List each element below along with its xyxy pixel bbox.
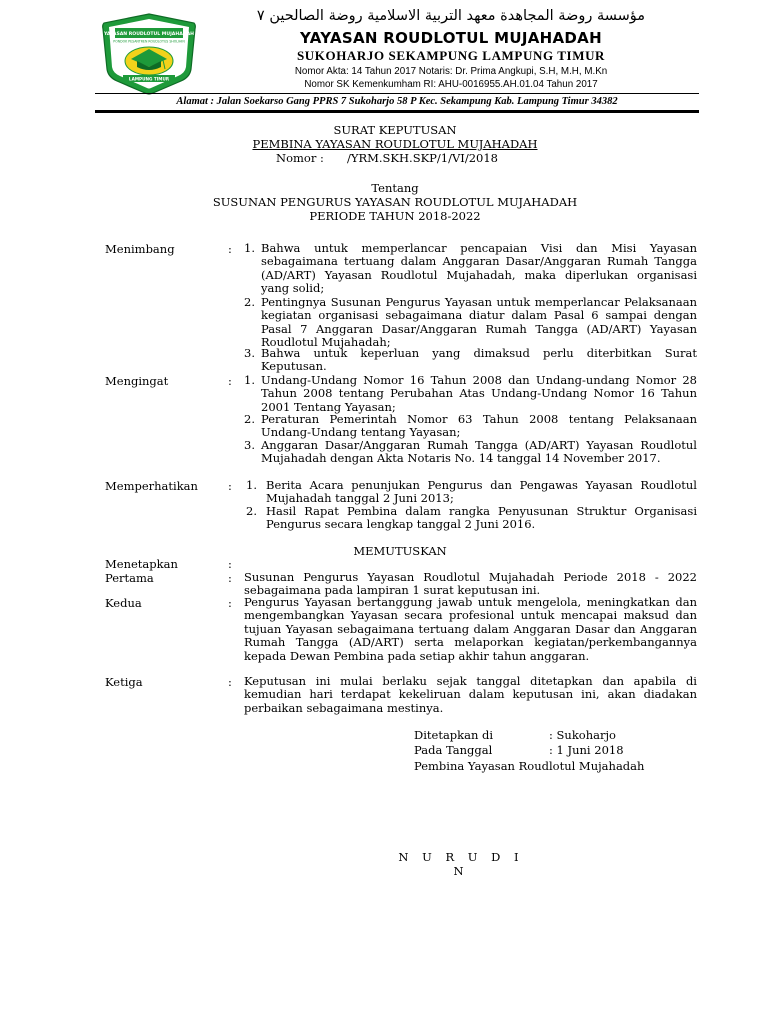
letterhead-divider-thin	[95, 93, 699, 94]
colon: :	[228, 479, 232, 493]
mengingat-item-1: Undang-Undang Nomor 16 Tahun 2008 dan Undang-undang Nomor 28 Tahun 2008 tentang Perubahan Atas Undang-Undang Nomor 16 Tahun 2001 Tentang Yayasan;	[261, 373, 697, 414]
org-location: SUKOHARJO SEKAMPUNG LAMPUNG TIMUR	[296, 48, 606, 63]
doc-title: SURAT KEPUTUSAN	[333, 123, 457, 137]
signer-role: Pembina Yayasan Roudlotul Mujahadah	[414, 759, 645, 773]
list-number: 1.	[246, 478, 257, 492]
kedua-text: Pengurus Yayasan bertanggung jawab untuk mengelola, meningkatkan dan mengembangkan Yayasan secara profesional untuk mencapai maksud dan tujuan Yayasan sebagaimana tertuang dalam Anggaran Dasar dan Anggaran Rumah Tangga (AD/ART) serta melaporkan kegiatan/perkembangannya kepada Dewan Pembina pada setiap akhir tahun anggaran.	[244, 595, 697, 663]
memutuskan-title: MEMUTUSKAN	[353, 544, 447, 558]
menimbang-item-3: Bahwa untuk keperluan yang dimaksud perlu diterbitkan Surat Keputusan.	[261, 346, 697, 374]
colon: :	[228, 675, 232, 689]
list-number: 1.	[244, 373, 255, 387]
ditetapkan-label: Ditetapkan di	[414, 728, 494, 742]
menetapkan-label: Menetapkan	[105, 557, 178, 571]
colon: :	[228, 596, 232, 610]
mengingat-item-2: Peraturan Pemerintah Nomor 63 Tahun 2008 tentang Pelaksanaan Undang-Undang tentang Yayasan;	[261, 412, 697, 440]
logo-sub-text: PONDOK PESANTREN ROUDLOTUS SHOLIHIN	[113, 39, 185, 44]
menimbang-item-1: Bahwa untuk memperlancar pencapaian Visi dan Misi Yayasan sebagaimana tertuang dalam Anggaran Dasar/Anggaran Rumah Tangga (AD/ART) Yayasan Roudlotul Mujahadah, maka diperlukan organisasi yang solid;	[261, 241, 697, 296]
signer-name: N U R U D I N	[398, 850, 524, 878]
letterhead-divider-thick	[95, 110, 699, 113]
colon: :	[228, 557, 232, 571]
list-number: 2.	[244, 295, 255, 309]
menimbang-item-2: Pentingnya Susunan Pengurus Yayasan untuk memperlancar Pelaksanaan kegiatan organisasi sebagaimana diatur dalam Pasal 6 sampai dengan Pasal 7 Anggaran Dasar/Anggaran Rumah Tangga (AD/ART) Yayasan Roudlotul Mujahadah;	[261, 295, 697, 350]
tentang-label: Tentang	[371, 181, 419, 195]
tanggal-value: : 1 Juni 2018	[549, 743, 624, 757]
org-name: YAYASAN ROUDLOTUL MUJAHADAH	[300, 29, 602, 47]
pertama-label: Pertama	[105, 571, 154, 585]
memperhatikan-item-1: Berita Acara penunjukan Pengurus dan Pengawas Yayasan Roudlotul Mujahadah tanggal 2 Juni 2013;	[266, 478, 697, 506]
section-label-menimbang: Menimbang	[105, 242, 175, 256]
memperhatikan-item-2: Hasil Rapat Pembina dalam rangka Penyusunan Struktur Organisasi Pengurus secara lengkap tanggal 2 Juni 2016.	[266, 504, 697, 532]
list-number: 3.	[244, 438, 255, 452]
colon: :	[228, 242, 232, 256]
sk-kemenkumham: Nomor SK Kemenkumham RI: AHU-0016955.AH.01.04 Tahun 2017	[304, 79, 598, 90]
nomor-label: Nomor :	[276, 151, 324, 165]
list-number: 2.	[246, 504, 257, 518]
colon: :	[228, 571, 232, 585]
list-number: 1.	[244, 241, 255, 255]
logo-top-text: YAYASAN ROUDLOTUL MUJAHADAH	[104, 32, 194, 37]
pertama-text: Susunan Pengurus Yayasan Roudlotul Mujahadah Periode 2018 - 2022 sebagaimana pada lampiran 1 surat keputusan ini.	[244, 570, 697, 598]
mengingat-item-3: Anggaran Dasar/Anggaran Rumah Tangga (AD/ART) Yayasan Roudlotul Mujahadah dengan Akta Notaris No. 14 tanggal 14 November 2017.	[261, 438, 697, 466]
colon: :	[228, 374, 232, 388]
section-label-memperhatikan: Memperhatikan	[105, 479, 198, 493]
subject-line-1: SUSUNAN PENGURUS YAYASAN ROUDLOTUL MUJAHADAH	[212, 195, 578, 209]
subject-line-2: PERIODE TAHUN 2018-2022	[309, 209, 481, 223]
ketiga-text: Keputusan ini mulai berlaku sejak tanggal ditetapkan dan apabila di kemudian hari terdapat kekeliruan dalam keputusan ini, akan diadakan perbaikan sebagaimana mestinya.	[244, 674, 697, 715]
doc-subtitle: PEMBINA YAYASAN ROUDLOTUL MUJAHADAH	[252, 137, 538, 151]
nomor-value: /YRM.SKH.SKP/1/VI/2018	[347, 151, 498, 165]
akta-notaris: Nomor Akta: 14 Tahun 2017 Notaris: Dr. Prima Angkupi, S.H, M.H, M.Kn	[294, 66, 608, 77]
section-label-mengingat: Mengingat	[105, 374, 169, 388]
list-number: 2.	[244, 412, 255, 426]
yayasan-logo-icon	[101, 13, 197, 95]
logo-bottom-text: LAMPUNG TIMUR	[128, 76, 170, 82]
kedua-label: Kedua	[105, 596, 142, 610]
ketiga-label: Ketiga	[105, 675, 143, 689]
ditetapkan-value: : Sukoharjo	[549, 728, 616, 742]
tanggal-label: Pada Tanggal	[414, 743, 493, 757]
list-number: 3.	[244, 346, 255, 360]
arabic-org-name: مؤسسة روضة المجاهدة معهد التربية الاسلامية روضة الصالحين ٧	[256, 8, 646, 24]
org-address: Alamat : Jalan Soekarso Gang PPRS 7 Sukoharjo 58 P Kec. Sekampung Kab. Lampung Timur 34382	[176, 96, 618, 107]
